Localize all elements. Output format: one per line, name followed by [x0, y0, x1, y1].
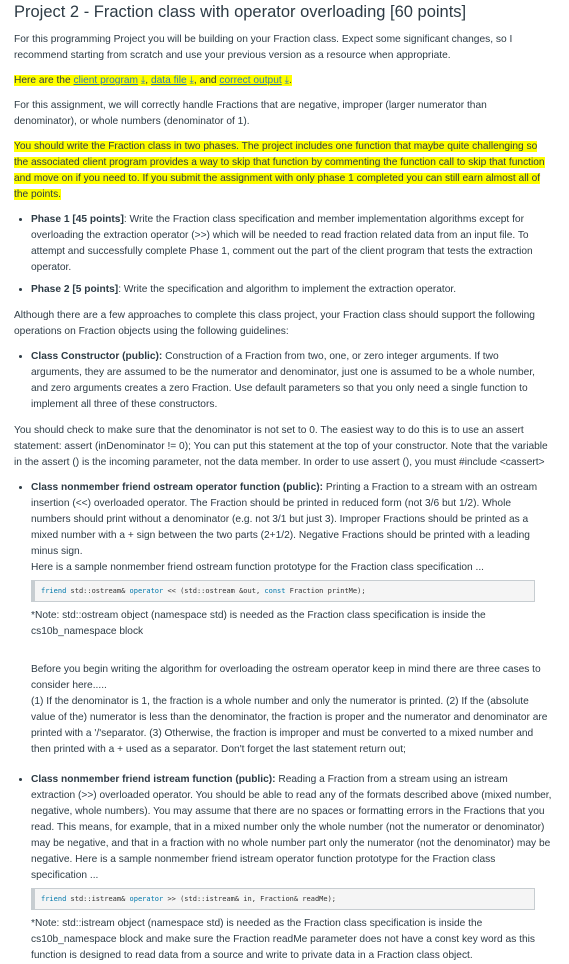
- ostream-label: Class nonmember friend ostream operator function (public):: [31, 482, 324, 493]
- phase-list: [14, 212, 552, 298]
- ostream-sample-intro: Here is a sample nonmember friend ostream function prototype for the Fraction class specification ...: [31, 562, 484, 573]
- constructor-label: Class Constructor (public):: [31, 351, 163, 362]
- ostream-note: *Note: std::ostream object (namespace std) is needed as the Fraction class specification is inside the cs10b_namespace block: [31, 610, 486, 637]
- istream-text: Reading a Fraction from a stream using an istream extraction (>>) overloaded operator. You should be able to read any of the formats described above (mixed number, negative, whole numbers). You may assume that there are no spaces or formatting errors in the Fractions that you read. This means, for example, that in a mixed number only the whole number (not the numerator or denominator) may be negative, and that in a fraction with no whole number part only the numerator (not the denominator) may be negative. Here is a sample nonmember friend istream operator function prototype for the Fraction class specification ...: [31, 774, 552, 881]
- assert-paragraph: You should check to make sure that the denominator is not set to 0. The easiest way to do this is to use an assert statement: assert (inDenominator != 0); You can put this statement at the top of your constructor. Note that the variable in the assert () is the incoming parameter, not the data member. In order to use assert (), you must #include <cassert>: [14, 425, 548, 468]
- istream-note: *Note: std::istream object (namespace std) is needed as the Fraction class specification is inside the cs10b_namespace block and make sure the Fraction readMe parameter does not have a const key word as this function is designed to read data from a source and write to private data in a Fraction class object.: [31, 918, 535, 961]
- ostream-cases: (1) If the denominator is 1, the fraction is a whole number and only the numerator is printed. (2) If the (absolute value of the) numerator is less than the denominator, the fraction is proper and the numerator and denominator are printed with a '/'separator. (3) Otherwise, the fraction is improper and must be converted to a mixed number and then printed with a + used as a separator. Don't forget the last statement return out;: [31, 696, 548, 755]
- phase2-label: Phase 2 [5 points]: [31, 284, 119, 295]
- download-icon[interactable]: ⤓: [189, 75, 194, 86]
- code-keyword: friend: [41, 895, 67, 903]
- code-keyword: friend: [41, 587, 67, 595]
- download-icon[interactable]: ⤓: [284, 75, 289, 86]
- code-text: Fraction printMe);: [285, 587, 366, 595]
- links-end: .: [288, 75, 292, 86]
- list-item: [31, 282, 552, 298]
- operator-list: [14, 480, 552, 964]
- constructor-list: [14, 349, 552, 413]
- istream-label: Class nonmember friend istream function (public):: [31, 774, 276, 785]
- links-prefix: Here are the: [14, 75, 74, 86]
- list-item: [31, 212, 552, 276]
- constructor-text: Construction of a Fraction from two, one, or zero integer arguments. If two arguments, they are assumed to be the numerator and denominator, just one is assumed to be a whole number, and zero arguments creates a zero Fraction. Use default parameters so that you only need a single function to implement all three of these constructors.: [31, 351, 536, 410]
- code-text: >> (std::istream& in, Fraction& readMe);: [163, 895, 337, 903]
- client-program-link[interactable]: client program: [73, 75, 139, 86]
- approaches-paragraph: Although there are a few approaches to complete this class project, your Fraction class should support the following operations on Fraction objects using the following guidelines:: [14, 310, 535, 337]
- download-icon[interactable]: ⤓: [140, 75, 146, 86]
- correct-output-link[interactable]: correct output: [219, 75, 282, 86]
- links-separator: , and: [193, 75, 220, 86]
- code-text: std::istream&: [66, 895, 130, 903]
- list-item: [31, 772, 552, 964]
- list-item: [31, 349, 552, 413]
- list-item: [31, 480, 552, 758]
- code-keyword: operator: [129, 587, 164, 595]
- istream-code-block: [31, 888, 535, 910]
- ostream-text: Printing a Fraction to a stream with an ostream insertion (<<) overloaded operator. The Fraction should be printed in reduced form (not 3/6 but 1/2). Whole numbers should print without a denominator (e.g. not 3/1 but just 3). Improper Fractions should be printed as a mixed number with a + sign between the two parts (2+1/2). Negative Fractions should be printed with a leading minus sign.: [31, 482, 538, 557]
- ostream-code-block: [31, 580, 535, 602]
- phase2-text: : Write the specification and algorithm to implement the extraction operator.: [118, 284, 457, 295]
- phases-note-text: You should write the Fraction class in two phases. The project includes one function that maybe quite challenging so the associated client program provides a way to skip that function by commenting the function call to skip that function and move on if you need to. If you submit the assignment with only phase 1 completed you can still earn almost all of the points.: [14, 141, 545, 200]
- assignment-page: [0, 2, 552, 964]
- resource-links: [14, 73, 552, 89]
- links-separator: ,: [145, 75, 151, 86]
- phases-note: [14, 139, 552, 203]
- code-keyword: const: [264, 587, 286, 595]
- code-text: std::ostream&: [66, 587, 130, 595]
- phase1-label: Phase 1 [45 points]: [31, 214, 124, 225]
- data-file-link[interactable]: data file: [150, 75, 187, 86]
- intro-paragraph: For this programming Project you will be building on your Fraction class. Expect some significant changes, so I recommend starting from scratch and use your previous version as a resource when appropriate.: [14, 34, 513, 61]
- handle-paragraph: For this assignment, we will correctly handle Fractions that are negative, improper (larger numerator than denominator), or whole numbers (denominator of 1).: [14, 100, 487, 127]
- ostream-cases-intro: Before you begin writing the algorithm for overloading the ostream operator keep in mind there are three cases to consider here.....: [31, 664, 541, 691]
- page-title: Project 2 - Fraction class with operator overloading [60 points]: [14, 3, 467, 21]
- code-text: << (std::ostream &out,: [163, 587, 265, 595]
- phase1-text: : Write the Fraction class specification and member implementation algorithms except for overloading the extraction operator (>>) which will be needed to read fraction related data from an input file. To attempt and successfully complete Phase 1, comment out the part of the client program that tests the extraction operator.: [31, 214, 533, 273]
- resource-links-highlight: [14, 75, 292, 86]
- code-keyword: operator: [129, 895, 164, 903]
